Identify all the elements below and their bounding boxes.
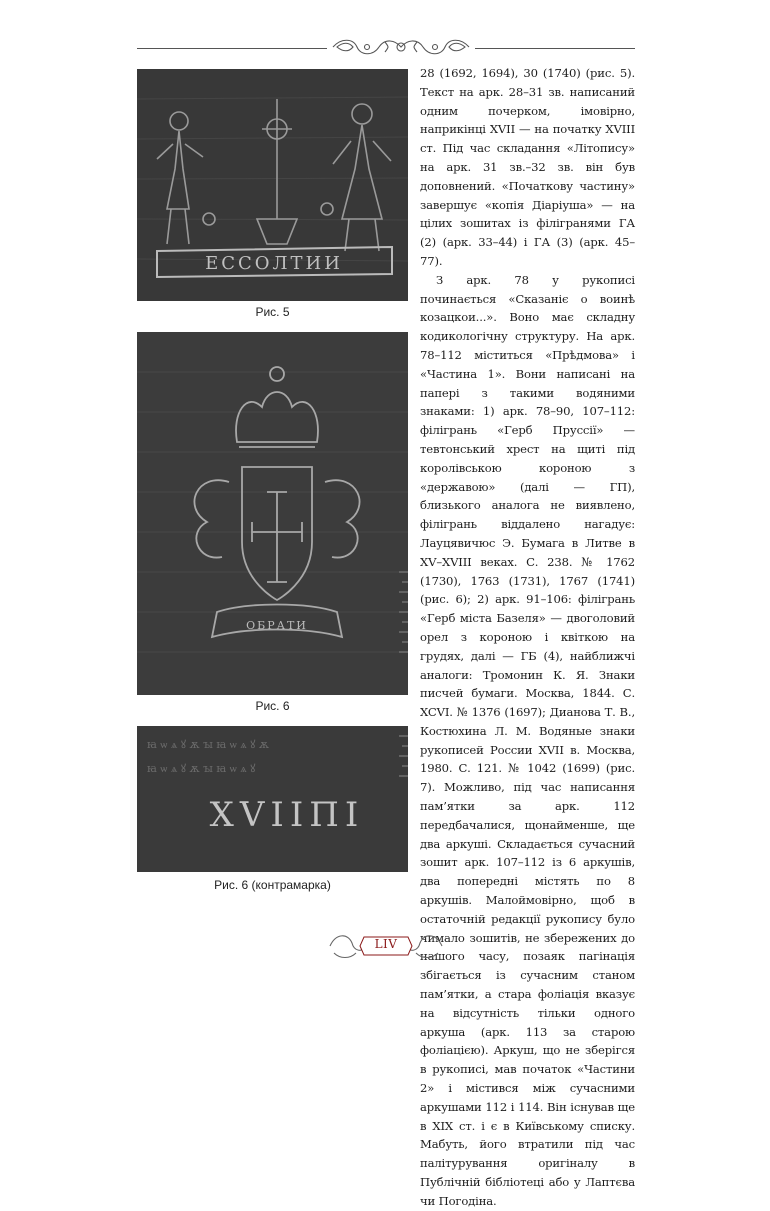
svg-text:ꙗ ѡ ѧ ꙋ ѫ ꙑ ꙗ ѡ ѧ ꙋ ѫ: ꙗ ѡ ѧ ꙋ ѫ ꙑ ꙗ ѡ ѧ ꙋ ѫ: [147, 738, 269, 751]
paragraph-2: З арк. 78 у рукописі починається «Сказаніє о воинѣ козацкои...». Воно має складну кодикологічну структуру. На арк. 78–112 міститься «Прѣдмова» і «Частина 1». Вони написані на папері з такими водяними знаками: 1) арк. 78–90, 107–112: філігрань «Герб Пруссії» — тевтонський хрест на щиті під королівською короною з «державою» (далі — ГП), близького аналога не виявлено, філігрань віддалено нагадує: Лауцявичюс Э. Бумага в Литве в XV–XVIII веках. С. 238. № 1762 (1730), 1763 (1731), 1767 (1741) (рис. 6); 2) арк. 91–106: філігрань «Герб міста Базеля» — двоголовий орел з короною і квіткою на грудях, далі — ГБ (4), найближчі аналоги: Тромонин К. Я. Знаки писчей бумаги. Москва, 1844. С. XCVI. № 1376 (1697); Дианова Т. В., Костюхина Л. М. Водяные знаки рукописей России XVII в. Москва, 1980. С. 121. № 1042 (1699) (рис. 7). Можливо, під час написання пам’ятки за арк. 112 передбачалися, щонайменше, ще два аркуші. Складається сучасний зошит арк. 107–112 із 6 аркушів, два попередні містять по 8 аркушів. Малоймовірно, щоб в остаточній редакції рукопису було чимало зошитів, не збережених до нашого часу, позаяк пагінація збігається із сучасним станом пам’ятки, а стара фоліація вказує на відсутність тільки одного аркуша (арк. 113 за старою фоліацією). Аркуш, що не зберігся в рукописі, мав початок «Частини 2» і містився між сучасними аркушами 112 і 114. Він існував ще в XIX ст. і є в Київському списку. Мабуть, його втратили під час палітурування оригіналу в Публічній бібліотеці або у Лаптєва чи Погодіна.: [420, 272, 635, 1208]
figure-5-photo: [137, 69, 408, 301]
figure-6-caption: Рис. 6: [255, 699, 290, 713]
figure-6-photo: [137, 332, 408, 695]
header-ornament: [327, 36, 475, 58]
figure-5-watermark-text: ЕССОЛТИИ: [205, 253, 343, 274]
figure-5-caption: Рис. 5: [255, 305, 290, 319]
figure-6-countermark-photo: [137, 726, 408, 872]
body-text: [420, 64, 635, 1211]
svg-text:ꙗ ѡ ѧ ꙋ ѫ ꙑ ꙗ ѡ ѧ ꙋ: ꙗ ѡ ѧ ꙋ ѫ ꙑ ꙗ ѡ ѧ ꙋ: [147, 762, 256, 775]
paragraph-1: 28 (1692, 1694), 30 (1740) (рис. 5). Текст на арк. 28–31 зв. написаний одним почерком, імовірно, наприкінці XVII — на початку XVIII ст. Під час складання «Літопису» на арк. 31 зв.–32 зв. він був доповнений. «Початкову частину» завершує «копія Діаріуша» — на цілих зошитах із філігранями ГА (2) (арк. 33–44) і ГА (3) (арк. 45–77).: [420, 66, 635, 268]
figure-6-countermark-caption: Рис. 6 (контрамарка): [214, 878, 331, 892]
figure-6-watermark-text: ОБРАТИ: [246, 619, 308, 632]
figure-6-countermark-text: XVIIПІ: [209, 795, 365, 835]
page-number: LIV: [374, 937, 398, 951]
